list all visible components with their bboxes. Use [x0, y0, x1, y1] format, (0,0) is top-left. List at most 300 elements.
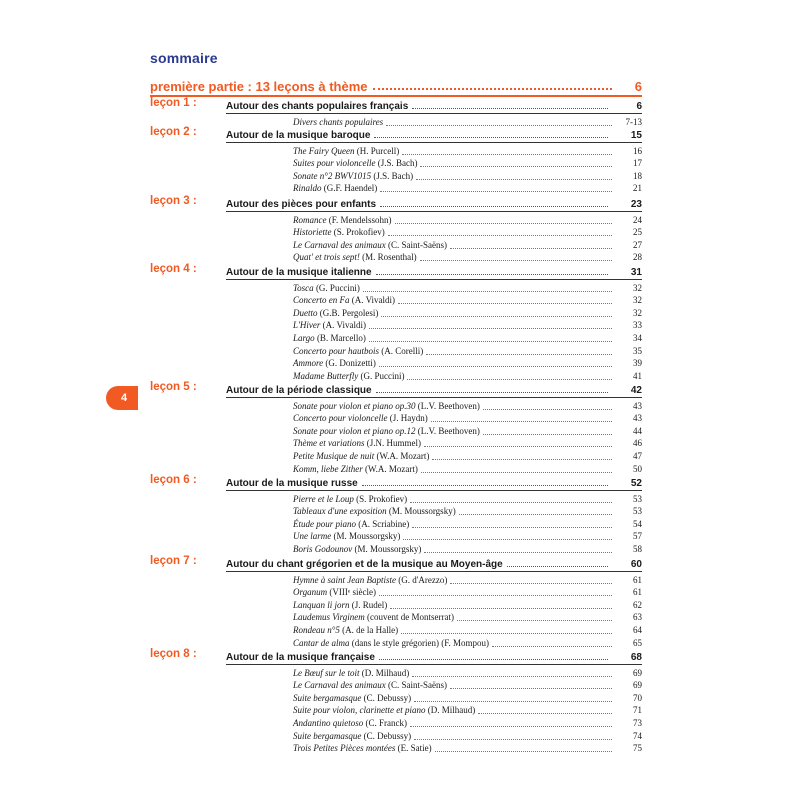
work-title: The Fairy Queen [293, 145, 355, 156]
leader-dots [412, 108, 608, 109]
piece-page-number: 73 [633, 717, 642, 728]
list-item[interactable] [293, 344, 642, 357]
work-title: Lanquan li jorn [293, 599, 350, 610]
lesson-section [150, 554, 642, 648]
list-item[interactable] [293, 412, 642, 425]
work-title: Andantino quietoso [293, 717, 364, 728]
composer: (C. Debussy) [361, 730, 412, 741]
piece-page-number: 25 [633, 227, 642, 238]
list-item[interactable] [293, 213, 642, 226]
piece-page-number: 75 [633, 743, 642, 754]
composer: (C. Saint-Saëns) [385, 680, 447, 691]
lesson-title: Autour de la musique baroque [226, 130, 371, 141]
composer: (A. Corelli) [379, 345, 424, 356]
piece-title [293, 438, 421, 449]
work-title: Petite Musique de nuit [293, 450, 375, 461]
piece-title [293, 401, 480, 412]
work-title: Tosca [293, 282, 314, 293]
piece-page-number: 35 [633, 345, 642, 356]
list-item[interactable] [293, 238, 642, 251]
list-item[interactable] [293, 319, 642, 332]
leader-dots [410, 726, 612, 727]
list-item[interactable] [293, 530, 642, 543]
leader-dots [420, 166, 612, 167]
list-item[interactable] [293, 666, 642, 679]
lesson-heading[interactable] [150, 647, 642, 663]
work-title: Étude pour piano [293, 518, 356, 529]
piece-title [293, 346, 423, 357]
piece-title [293, 612, 454, 623]
piece-title [293, 731, 411, 742]
composer: (G. Puccini) [313, 282, 360, 293]
composer: (A. de la Halle) [339, 624, 399, 635]
leader-dots [450, 583, 612, 584]
composer: (J.S. Bach) [371, 170, 414, 181]
composer: (J. Haydn) [387, 413, 428, 424]
list-item[interactable] [293, 331, 642, 344]
list-item[interactable] [293, 437, 642, 450]
lesson-heading[interactable] [150, 96, 642, 112]
work-title: Suite bergamasque [293, 692, 362, 703]
list-item[interactable] [293, 517, 642, 530]
piece-title [293, 743, 432, 754]
lesson-section [150, 96, 642, 127]
leader-dots [374, 137, 608, 138]
piece-page-number: 41 [633, 370, 642, 381]
leader-dots [414, 739, 612, 740]
piece-page-number: 58 [633, 543, 642, 554]
composer: (M. Moussorgsky) [331, 531, 401, 542]
piece-title [293, 158, 417, 169]
work-title: Rondeau n°5 [293, 624, 340, 635]
lesson-number: leçon 7 : [150, 555, 197, 567]
lesson-title: Autour de la musique italienne [226, 267, 372, 278]
lesson-number: leçon 1 : [150, 97, 197, 109]
page-title: sommaire [150, 50, 218, 66]
leader-dots [457, 620, 612, 621]
lesson-section [150, 647, 642, 754]
piece-page-number: 64 [633, 624, 642, 635]
composer: (D. Milhaud) [425, 705, 476, 716]
lesson-section [150, 262, 642, 381]
piece-page-number: 24 [633, 214, 642, 225]
piece-page-number: 69 [633, 680, 642, 691]
composer: (W.A. Mozart) [374, 450, 430, 461]
leader-dots [410, 502, 612, 503]
leader-dots [412, 676, 612, 677]
piece-page-number: 43 [633, 413, 642, 424]
list-item[interactable] [293, 729, 642, 742]
piece-page-number: 32 [633, 282, 642, 293]
lesson-heading[interactable] [150, 554, 642, 570]
piece-title [293, 587, 376, 598]
work-title: Komm, liebe Zither [293, 463, 363, 474]
leader-dots [369, 328, 612, 329]
composer: (G. Puccini) [358, 370, 405, 381]
leader-dots [369, 341, 612, 342]
lesson-title-row [226, 647, 642, 663]
leader-dots [380, 191, 612, 192]
composer: (S. Prokofiev) [353, 493, 408, 504]
list-item[interactable] [293, 742, 642, 755]
piece-title [293, 215, 392, 226]
lesson-number: leçon 6 : [150, 474, 197, 486]
piece-page-number: 61 [633, 587, 642, 598]
list-item[interactable] [293, 623, 642, 636]
lesson-rule [226, 211, 642, 212]
lesson-title-row [226, 380, 642, 396]
leader-dots [426, 354, 612, 355]
list-item[interactable] [293, 573, 642, 586]
piece-list [293, 492, 642, 555]
piece-list [293, 213, 642, 263]
work-title: Concerto en Fa [293, 295, 350, 306]
composer: (J. Rudel) [349, 599, 388, 610]
list-item[interactable] [293, 586, 642, 599]
composer: (A. Vivaldi) [320, 320, 366, 331]
leader-dots [450, 688, 612, 689]
lesson-rule [226, 142, 642, 143]
lesson-page-number: 6 [636, 101, 642, 112]
lesson-page-number: 52 [630, 478, 642, 489]
piece-title [293, 333, 366, 344]
work-title: Sonate n°2 BWV1015 [293, 170, 372, 181]
composer: (S. Prokofiev) [331, 227, 385, 238]
composer: (M. Moussorgsky) [352, 543, 422, 554]
piece-page-number: 74 [633, 730, 642, 741]
composer: (G.F. Haendel) [321, 183, 378, 194]
piece-page-number: 53 [633, 506, 642, 517]
composer: (G.B. Pergolesi) [317, 307, 379, 318]
list-item[interactable] [293, 679, 642, 692]
work-title: Romance [293, 214, 327, 225]
leader-dots [398, 303, 612, 304]
page-number-badge: 4 [106, 386, 138, 410]
piece-page-number: 32 [633, 295, 642, 306]
leader-dots [390, 608, 612, 609]
leader-dots [483, 409, 612, 410]
work-title: L'Hiver [293, 320, 321, 331]
leader-dots [412, 527, 612, 528]
leader-dots [395, 223, 612, 224]
lesson-title-row [226, 125, 642, 141]
composer: (G. d'Arezzo) [395, 574, 448, 585]
lesson-section [150, 380, 642, 474]
composer: (C. Franck) [363, 717, 407, 728]
work-title: Boris Godounov [293, 543, 353, 554]
piece-page-number: 62 [633, 599, 642, 610]
composer: (dans le style grégorien) (F. Mompou) [349, 637, 490, 648]
composer: (couvent de Montserrat) [364, 612, 454, 623]
list-item[interactable] [293, 226, 642, 239]
list-item[interactable] [293, 157, 642, 170]
list-item[interactable] [293, 505, 642, 518]
piece-page-number: 46 [633, 438, 642, 449]
work-title: Sonate pour violon et piano op.30 [293, 400, 416, 411]
leader-dots [363, 291, 612, 292]
piece-page-number: 71 [633, 705, 642, 716]
piece-title [293, 506, 456, 517]
piece-page-number: 65 [633, 637, 642, 648]
leader-dots [379, 595, 612, 596]
lesson-rule [226, 664, 642, 665]
lesson-page-number: 42 [630, 385, 642, 396]
piece-title [293, 320, 366, 331]
lesson-number: leçon 3 : [150, 195, 197, 207]
work-title: Concerto pour violoncelle [293, 413, 388, 424]
leader-dots [403, 539, 612, 540]
leader-dots [381, 316, 612, 317]
lesson-title: Autour de la période classique [226, 385, 372, 396]
piece-page-number: 61 [633, 574, 642, 585]
work-title: Thème et variations [293, 438, 365, 449]
lesson-title-row [226, 96, 642, 112]
piece-page-number: 7-13 [625, 116, 642, 127]
work-title: Suite pour violon, clarinette et piano [293, 705, 426, 716]
piece-title [293, 693, 411, 704]
work-title: Sonate pour violon et piano op.12 [293, 425, 416, 436]
composer: (C. Debussy) [361, 692, 412, 703]
composer: (L.V. Beethoven) [415, 425, 480, 436]
list-item[interactable] [293, 611, 642, 624]
work-title: Historiette [293, 227, 332, 238]
leader-dots [379, 366, 612, 367]
lesson-rule [226, 279, 642, 280]
composer: (W.A. Mozart) [362, 463, 418, 474]
piece-page-number: 63 [633, 612, 642, 623]
work-title: Quat' et trois sept! [293, 252, 360, 263]
list-item[interactable] [293, 182, 642, 195]
leader-dots [450, 248, 612, 249]
work-title: Hymne à saint Jean Baptiste [293, 574, 396, 585]
piece-title [293, 680, 447, 691]
piece-title [293, 718, 407, 729]
work-title: Suite bergamasque [293, 730, 362, 741]
work-title: Une larme [293, 531, 332, 542]
leader-dots [401, 633, 612, 634]
piece-list [293, 666, 642, 754]
work-title: Organum [293, 587, 328, 598]
composer: (G. Donizetti) [323, 358, 376, 369]
lesson-rule [226, 490, 642, 491]
lesson-page-number: 60 [630, 559, 642, 570]
lesson-title-row [226, 473, 642, 489]
piece-list [293, 144, 642, 194]
lesson-heading[interactable] [150, 473, 642, 489]
work-title: Trois Petites Pièces montées [293, 743, 396, 754]
piece-title [293, 240, 447, 251]
lesson-heading[interactable] [150, 262, 642, 278]
piece-title [293, 183, 377, 194]
piece-title [293, 308, 378, 319]
leader-dots [376, 392, 608, 393]
piece-title [293, 705, 475, 716]
list-item[interactable] [293, 357, 642, 370]
leader-dots [402, 154, 612, 155]
list-item[interactable] [293, 294, 642, 307]
lesson-heading[interactable] [150, 194, 642, 210]
work-title: Le Carnaval des animaux [293, 239, 386, 250]
composer: (C. Saint-Saëns) [385, 239, 447, 250]
piece-title [293, 171, 413, 182]
work-title: Suites pour violoncelle [293, 158, 376, 169]
work-title: Ammore [293, 358, 324, 369]
lesson-title-row [226, 262, 642, 278]
piece-title [293, 600, 387, 611]
lesson-number: leçon 8 : [150, 648, 197, 660]
composer: (D. Milhaud) [359, 667, 410, 678]
work-title: Cantar de alma [293, 637, 350, 648]
list-item[interactable] [293, 306, 642, 319]
work-title: Le Carnaval des animaux [293, 680, 386, 691]
list-item[interactable] [293, 399, 642, 412]
piece-page-number: 47 [633, 450, 642, 461]
lesson-section [150, 473, 642, 554]
work-title: Le Bœuf sur le toit [293, 667, 360, 678]
lesson-page-number: 31 [630, 267, 642, 278]
lesson-rule [226, 571, 642, 572]
leader-dots [459, 514, 612, 515]
lesson-page-number: 15 [630, 130, 642, 141]
leader-dots [362, 485, 608, 486]
work-title: Largo [293, 332, 315, 343]
list-item[interactable] [293, 281, 642, 294]
list-item[interactable] [293, 424, 642, 437]
piece-page-number: 21 [633, 183, 642, 194]
piece-title [293, 531, 400, 542]
piece-page-number: 17 [633, 158, 642, 169]
part-label: première partie : 13 leçons à thème [150, 79, 368, 94]
leader-dots [431, 421, 612, 422]
lesson-number: leçon 2 : [150, 126, 197, 138]
work-title: Madame Butterfly [293, 370, 359, 381]
lesson-title: Autour des pièces pour enfants [226, 199, 377, 210]
leader-dots [478, 713, 612, 714]
leader-dots [507, 566, 608, 567]
piece-page-number: 34 [633, 332, 642, 343]
composer: (E. Satie) [395, 743, 432, 754]
list-item[interactable] [293, 169, 642, 182]
lesson-page-number: 23 [630, 199, 642, 210]
composer: (L.V. Beethoven) [415, 400, 480, 411]
leader-dots [416, 179, 612, 180]
piece-title [293, 283, 360, 294]
leader-dots [376, 274, 608, 275]
part-page: 6 [634, 79, 642, 94]
piece-title [293, 625, 398, 636]
lesson-heading[interactable] [150, 380, 642, 396]
list-item[interactable] [293, 704, 642, 717]
composer: (J.S. Bach) [375, 158, 418, 169]
piece-page-number: 28 [633, 252, 642, 263]
piece-page-number: 70 [633, 692, 642, 703]
piece-page-number: 69 [633, 667, 642, 678]
lesson-title-row [226, 194, 642, 210]
piece-list [293, 399, 642, 475]
work-title: Tableaux d'une exposition [293, 506, 387, 517]
list-item[interactable] [293, 716, 642, 729]
leader-dots [435, 751, 612, 752]
leader-dots [380, 206, 608, 207]
composer: (VIIIᵉ siècle) [327, 587, 376, 598]
piece-page-number: 43 [633, 400, 642, 411]
lesson-section [150, 125, 642, 194]
list-item[interactable] [293, 144, 642, 157]
piece-page-number: 18 [633, 170, 642, 181]
piece-title [293, 519, 409, 530]
list-item[interactable] [293, 691, 642, 704]
leader-dots [414, 701, 612, 702]
piece-title [293, 227, 385, 238]
work-title: Divers chants populaires [293, 116, 384, 127]
lesson-section [150, 194, 642, 263]
piece-page-number: 27 [633, 239, 642, 250]
lesson-number: leçon 4 : [150, 263, 197, 275]
leader-dots [424, 552, 612, 553]
composer: (M. Rosenthal) [359, 252, 417, 263]
leader-dots [483, 434, 612, 435]
piece-title [293, 426, 480, 437]
list-item[interactable] [293, 492, 642, 505]
lesson-rule [226, 113, 642, 114]
piece-page-number: 44 [633, 425, 642, 436]
list-item[interactable] [293, 449, 642, 462]
piece-page-number: 53 [633, 493, 642, 504]
work-title: Pierre et le Loup [293, 493, 354, 504]
piece-page-number: 32 [633, 307, 642, 318]
lesson-number: leçon 5 : [150, 381, 197, 393]
composer: (F. Mendelssohn) [326, 214, 392, 225]
composer: (J.N. Hummel) [364, 438, 421, 449]
piece-page-number: 57 [633, 531, 642, 542]
work-title: Concerto pour hautbois [293, 345, 380, 356]
lesson-rule [226, 397, 642, 398]
work-title: Rinaldo [293, 183, 322, 194]
list-item[interactable] [293, 598, 642, 611]
leader-dots [388, 235, 612, 236]
piece-page-number: 16 [633, 145, 642, 156]
piece-title [293, 575, 447, 586]
lesson-title-row [226, 554, 642, 570]
piece-title [293, 146, 399, 157]
composer: (B. Marcello) [314, 332, 366, 343]
work-title: Laudemus Virginem [293, 612, 365, 623]
composer: (A. Vivaldi) [349, 295, 396, 306]
piece-page-number: 39 [633, 358, 642, 369]
piece-page-number: 50 [633, 463, 642, 474]
piece-title [293, 413, 428, 424]
leader-dots [432, 459, 612, 460]
piece-title [293, 358, 376, 369]
work-title: Duetto [293, 307, 318, 318]
piece-title [293, 295, 395, 306]
piece-page-number: 33 [633, 320, 642, 331]
piece-title [293, 494, 407, 505]
lesson-title: Autour de la musique russe [226, 478, 358, 489]
composer: (A. Scriabine) [356, 518, 410, 529]
lesson-title: Autour de la musique française [226, 652, 375, 663]
leader-dots [424, 446, 612, 447]
piece-title [293, 451, 429, 462]
composer: (M. Moussorgsky) [386, 506, 456, 517]
lesson-page-number: 68 [630, 652, 642, 663]
piece-page-number: 54 [633, 518, 642, 529]
lesson-title: Autour du chant grégorien et de la musique au Moyen-âge [226, 559, 503, 570]
leader-dots [379, 659, 608, 660]
composer: (H. Purcell) [354, 145, 400, 156]
lesson-heading[interactable] [150, 125, 642, 141]
lesson-title: Autour des chants populaires français [226, 101, 409, 112]
